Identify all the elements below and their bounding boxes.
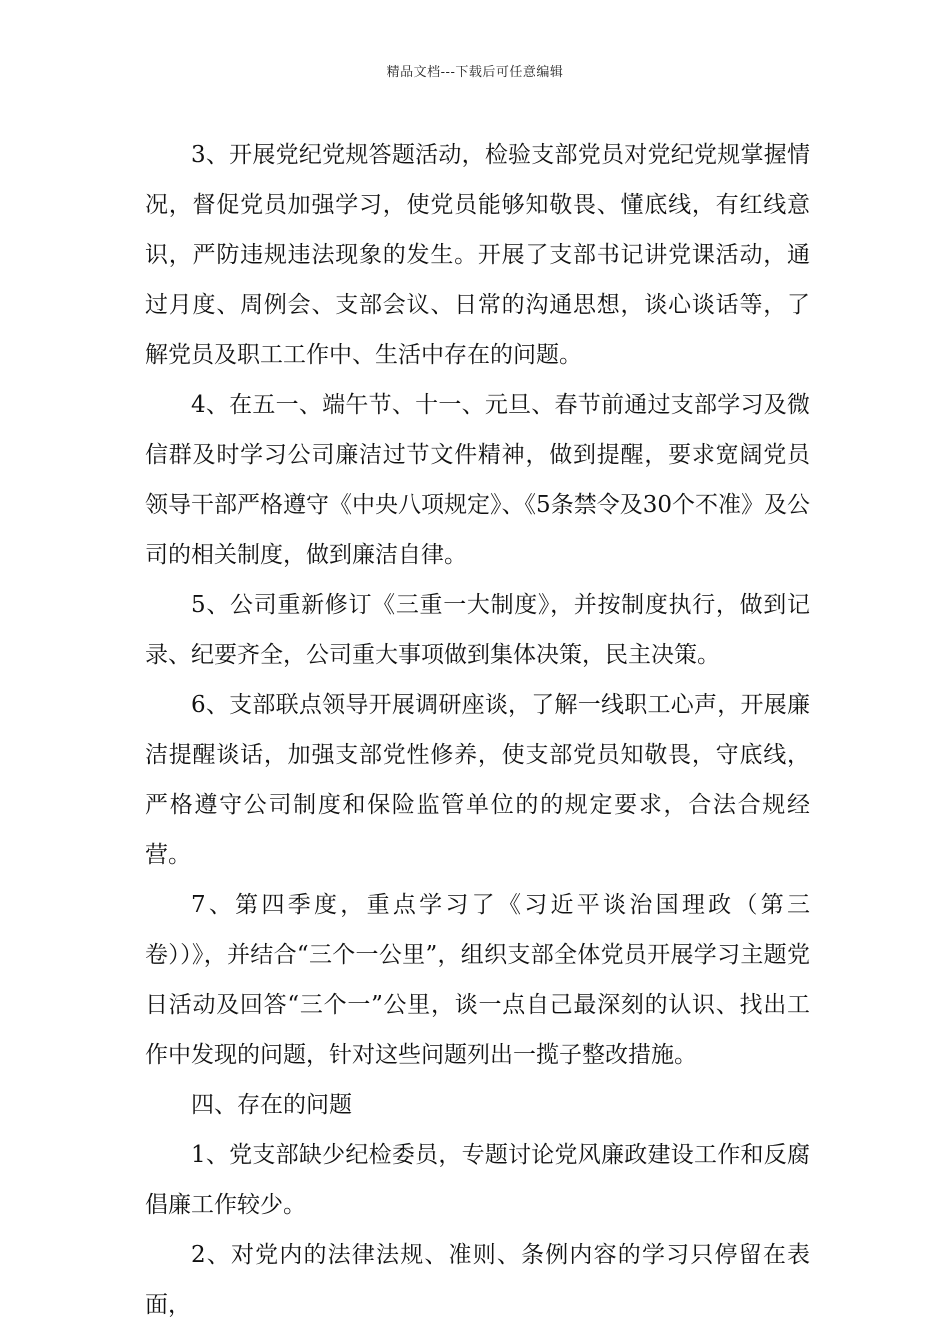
paragraph-item-5: 5、公司重新修订《三重一大制度》，并按制度执行，做到记录、纪要齐全，公司重大事项做到集体决策，民主决策。 [145,592,810,668]
page-header: 精品文档---下载后可任意编辑 [386,65,564,80]
problem-item-2: 2、对党内的法律法规、准则、条例内容的学习只停留在表面， [145,1242,810,1318]
document-body [145,130,810,1330]
problem-item-1: 1、党支部缺少纪检委员，专题讨论党风廉政建设工作和反腐倡廉工作较少。 [145,1142,810,1218]
paragraph-item-7: 7、第四季度，重点学习了《习近平谈治国理政（第三卷））》，并结合“三个一公里”，组织支部全体党员开展学习主题党日活动及回答“三个一”公里，谈一点自己最深刻的认识、找出工作中发现的问题，针对这些问题列出一揽子整改措施。 [145,892,810,1068]
paragraph-item-3: 3、开展党纪党规答题活动，检验支部党员对党纪党规掌握情况，督促党员加强学习，使党员能够知敬畏、懂底线，有红线意识，严防违规违法现象的发生。开展了支部书记讲党课活动，通过月度、周例会、支部会议、日常的沟通思想，谈心谈话等，了解党员及职工工作中、生活中存在的问题。 [145,142,810,368]
section-heading-problems: 四、存在的问题 [191,1092,352,1118]
paragraph-item-6: 6、支部联点领导开展调研座谈，了解一线职工心声，开展廉洁提醒谈话，加强支部党性修养，使支部党员知敬畏，守底线，严格遵守公司制度和保险监管单位的的规定要求，合法合规经营。 [145,692,810,868]
paragraph-item-4: 4、在五一、端午节、十一、元旦、春节前通过支部学习及微信群及时学习公司廉洁过节文件精神，做到提醒，要求宽阔党员领导干部严格遵守《中央八项规定》、《5条禁令及30个不准》及公司的相关制度，做到廉洁自律。 [145,392,810,568]
